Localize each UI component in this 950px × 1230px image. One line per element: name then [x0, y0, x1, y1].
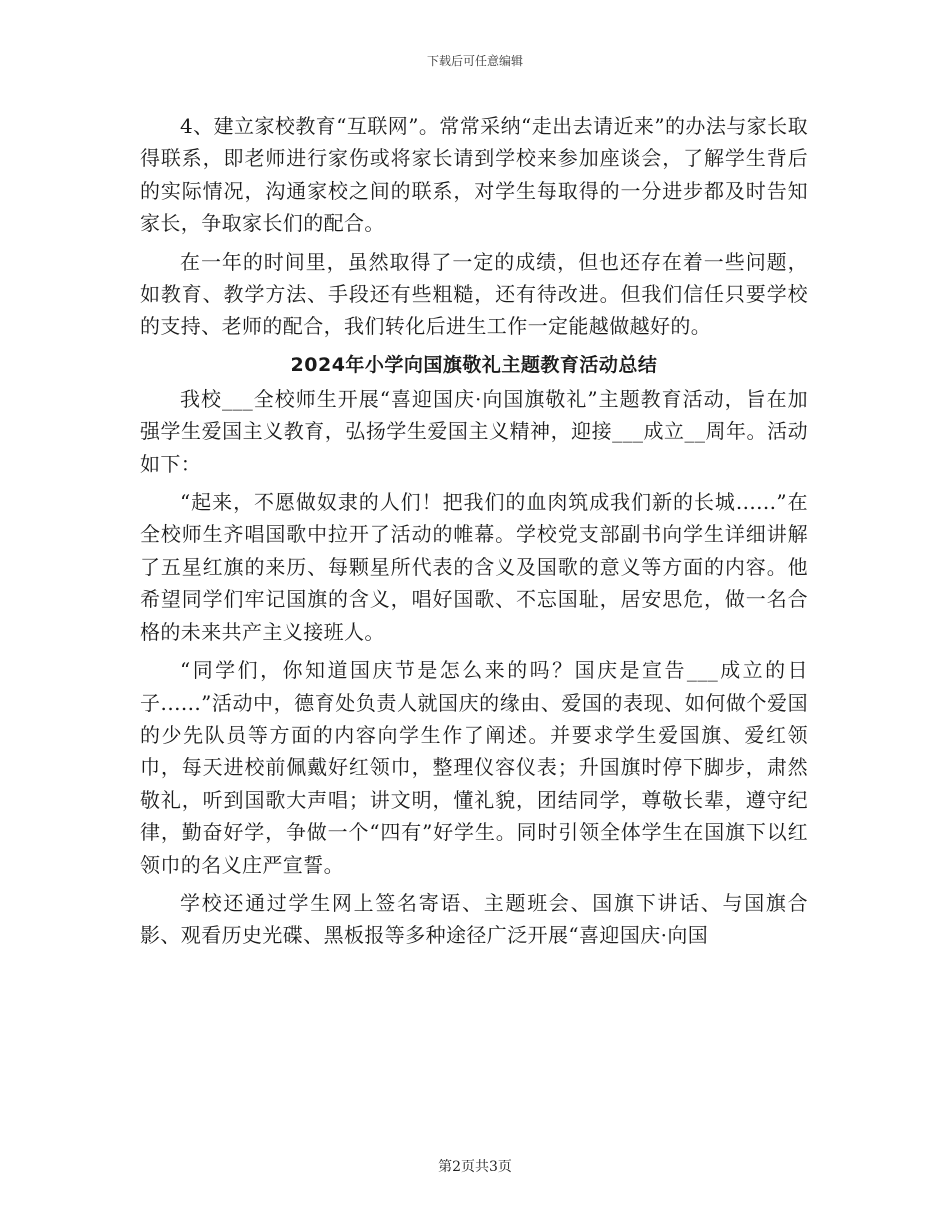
paragraph: 4、建立家校教育“互联网”。常常采纳“走出去请近来”的办法与家长取得联系，即老师进行家伤或将家长请到学校来参加座谈会，了解学生背后的实际情况，沟通家校之间的联系，对学生每取得的一分进步都及时告知家长，争取家长们的配合。 — [140, 114, 808, 236]
paragraph: 在一年的时间里，虽然取得了一定的成绩，但也还存在着一些问题，如教育、教学方法、手段还有些粗糙，还有待改进。但我们信任只要学校的支持、老师的配合，我们转化后进生工作一定能越做越好的。 — [140, 249, 808, 339]
paragraph: 我校___全校师生开展“喜迎国庆·向国旗敬礼”主题教育活动，旨在加强学生爱国主义教育，弘扬学生爱国主义精神，迎接___成立__周年。活动如下： — [140, 386, 808, 476]
page-footer: 第2页共3页 — [438, 1159, 512, 1175]
document-body — [140, 110, 808, 952]
page-header: 下载后可任意编辑 — [426, 54, 523, 68]
paragraph: 学校还通过学生网上签名寄语、主题班会、国旗下讲话、与国旗合影、观看历史光碟、黑板报等多种途径广泛开展“喜迎国庆·向国 — [140, 890, 808, 948]
paragraph: “起来，不愿做奴隶的人们！把我们的血肉筑成我们新的长城......”在全校师生齐唱国歌中拉开了活动的帷幕。学校党支部副书向学生详细讲解了五星红旗的来历、每颗星所代表的含义及国歌的意义等方面的内容。他希望同学们牢记国旗的含义，唱好国歌、不忘国耻，居安思危，做一名合格的未来共产主义接班人。 — [140, 490, 808, 644]
section-title: 2024年小学向国旗敬礼主题教育活动总结 — [290, 353, 658, 376]
paragraph: “同学们，你知道国庆节是怎么来的吗？国庆是宣告___成立的日子......”活动中，德育处负责人就国庆的缘由、爱国的表现、如何做个爱国的少先队员等方面的内容向学生作了阐述。并要求学生爱国旗、爱红领巾，每天进校前佩戴好红领巾，整理仪容仪表；升国旗时停下脚步，肃然敬礼，听到国歌大声唱；讲文明，懂礼貌，团结同学，尊敬长辈，遵守纪律，勤奋好学，争做一个“四有”好学生。同时引领全体学生在国旗下以红领巾的名义庄严宣誓。 — [140, 658, 808, 877]
